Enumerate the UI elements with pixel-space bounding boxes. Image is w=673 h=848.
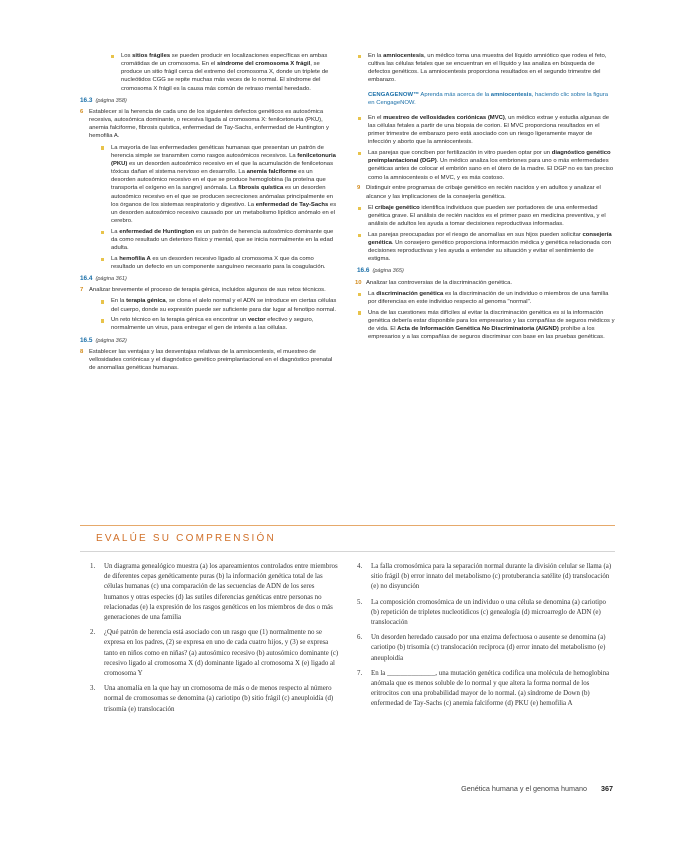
bullet-hemophilia: La hemofilia A es un desorden recesivo ligado al cromosoma X que da como resultado un defecto en un componente sanguíneo necesario para la coagulación. — [100, 255, 338, 271]
question-item: 2. ¿Qué patrón de herencia está asociado con un rasgo que (1) normalmente no se expresa en los padres, (2) se expresa en uno de cada cuatro hijos, y (3) se expresa tanto en niños como en niñas? (a) autosómico recesivo (b) autosómico dominante (c) recesivo ligado al cromosoma X (d) dominante ligado al cromosoma X (e) ligado al cromosoma Y — [90, 629, 339, 678]
question-item: 7. En la ______________, una mutación genética codifica una molécula de hemoglobina anómala que es menos soluble de lo normal y que altera la forma normal de los eritrocitos con una probabilidad mayor de lo normal. (a) síndrome de Down (b) enfermedad de Tay-Sachs (c) anemia falciforme (d) PKU (e) hemofilia A — [357, 669, 610, 708]
page-number: 367 — [601, 784, 613, 793]
summary-left-column — [80, 52, 338, 375]
bullet-huntington: La enfermedad de Huntington es un patrón de herencia autosómico dominante que da como resultado un deterioro físico y mental, que se inicia normalmente en la edad adulta. — [100, 228, 338, 252]
question-item: 3. Una anomalía en la que hay un cromosoma de más o de menos respecto al número normal de cromosomas se denomina (a) cariotipo (b) sitio frágil (c) aneuploidía (d) trisomía (e) translocación — [90, 685, 334, 713]
bullet-gina: Una de las cuestiones más difíciles al evitar la discriminación genética es si la información genética debería estar disponible para los empresarios y las compañías de seguros médicos y de vida. El Acta de Información Genética No Discriminatoria (AIGND) prohíbe a los empresarios y a las compañías de seguros discriminar con base en las pruebas genéticas. — [357, 309, 615, 342]
bullet-pgd: Las parejas que conciben por fertilización in vitro pueden optar por un diagnóstico genético preimplantacional (DGP). Un médico analiza los embriones para uno o más enfermedades genéticas antes de colocar el embrión sano en el útero de la madre. El DGP no es tan preciso como la amniocentesis o el MVC, y es más costoso. — [357, 149, 615, 182]
section-divider-thin — [80, 551, 615, 552]
objective-6: 6 Establecer si la herencia de cada uno de los siguientes defectos genéticos es autosómica recesiva, autosómica dominante, o recesiva ligada al cromosoma X: fenilcetonuria (PKU), anemia falciforme, fibrosis quística, enfermedad de Tay-Sachs, enfermedad de Huntington y hemofilia A. — [80, 108, 329, 140]
bullet-amniocentesis: En la amniocentesis, un médico toma una muestra del líquido amniótico que rodea el feto, cultiva las células fetales que se encuentran en el líquido y las analiza en búsqueda de defectos genéticos. La amniocentesis proporciona resultados en el segundo trimestre del embarazo. — [357, 52, 615, 85]
cengagenow-link[interactable]: CENGAGENOW™ Aprenda más acerca de la amniocentesis, haciendo clic sobre la figura en CengageNOW. — [368, 91, 609, 106]
section-heading-16-5: 16.5 (página 362) — [80, 336, 127, 344]
section-heading-16-4: 16.4 (página 361) — [80, 275, 127, 283]
questions-left-column — [90, 562, 340, 720]
bullet-cvs: En el muestreo de vellosidades coriónicas (MVC), un médico extrae y estudia algunas de las células fetales a partir de una biopsia de corion. El MVC proporciona resultados en el primer trimestre de embarazo pero está asociado con un riesgo ligeramente mayor de infección y aborto que la amniocentesis. — [357, 114, 615, 147]
objective-8: 8 Establecer las ventajas y las desventajas relativas de la amniocentesis, el muestreo de vellosidades coriónicas y el diagnóstico genético preimplantacional en el diagnóstico prenatal de anomalías genéticas humanas. — [80, 348, 333, 372]
running-title: Genética humana y el genoma humano — [461, 784, 587, 793]
bullet-genetic-discrimination: La discriminación genética es la discriminación de un individuo o miembros de una familia por diferencias en este individuo respecto al genoma "normal". — [357, 290, 615, 306]
evaluate-heading: EVALÚE SU COMPRENSIÓN — [96, 533, 276, 544]
bullet-gene-therapy: En la terapia génica, se clona el alelo normal y el ADN se introduce en ciertas células del cuerpo, donde su expresión puede ser suficiente para dar lugar al fenotipo normal. — [100, 297, 338, 313]
bullet-fragile-sites: Los sitios frágiles se pueden producir en localizaciones específicas en ambas cromátidas de un cromosoma. En el síndrome del cromosoma X frágil, se produce un sitio frágil cerca del extremo del cromosoma X, donde un triplete de nucleótidos CGG se repite muchas más veces de lo normal. El síndrome del cromosoma X frágil es la causa más común de retraso mental heredado. — [110, 52, 338, 93]
question-item: 1. Un diagrama genealógico muestra (a) los apareamientos controlados entre miembros de diferentes cepas genéticamente puras (b) la información genética total de las células humanas (c) una comparación de las secuencias de ADN de los seres humanos y otras especies (d) las sutiles diferencias genéticas entre personas no relacionadas (e) la expresión de los rasgos genéticos en los miembros de dos o más generaciones de una familia — [90, 563, 338, 622]
bullet-genetic-counseling: Las parejas preocupadas por el riesgo de anomalías en sus hijos pueden solicitar consejería genética. Un consejero genético proporciona información médica y genética relacionada con decisiones reproductivas y les ayuda a entender su situación y evitar el sentimiento de estigma. — [357, 231, 615, 264]
objective-9: 9 Distinguir entre programas de cribaje genético en recién nacidos y en adultos y analizar el alcance y las implicaciones de la consejería genética. — [357, 185, 601, 200]
objective-10: 10 Analizar las controversias de la discriminación genética. — [355, 279, 513, 286]
section-heading-16-6: 16.6 (página 365) — [357, 267, 404, 275]
objective-7: 7 Analizar brevemente el proceso de terapia génica, incluidos algunos de sus retos técnicos. — [80, 287, 326, 294]
section-divider — [80, 525, 615, 526]
questions-right-column — [357, 562, 612, 715]
bullet-vector: Un reto técnico en la terapia génica es encontrar un vector efectivo y seguro, normalmente un virus, para entregar el gen de interés a las células. — [100, 316, 338, 332]
summary-right-column — [357, 52, 615, 344]
question-item: 5. La composición cromosómica de un individuo o una célula se denomina (a) cariotipo (b) repetición de tripletes nucleotídicos (c) genealogía (d) microarreglo de ADN (e) translocación — [357, 598, 606, 627]
section-heading-16-3: 16.3 (página 358) — [80, 96, 127, 104]
bullet-genetic-screening: El cribaje genético identifica individuos que pueden ser portadores de una enfermedad genética grave. El análisis de recién nacidos es el primer paso en medicina preventiva, y el análisis de adultos les ayuda a tomar decisiones reproductivas informadas. — [357, 204, 615, 228]
bullet-recessive-disorders: La mayoría de las enfermedades genéticas humanas que presentan un patrón de herencia simple se transmiten como rasgos autosómicos recesivos. La fenilcetonuria (PKU) es un desorden autosómico recesivo en el que la acumulación de fenilcetonas tóxicas dañan el sistema nervioso en desarrollo. La anemia falciforme es un desorden autosómico recesivo en el que se produce hemoglobina (la proteína que transporta el oxígeno en la sangre) anómala. La fibrosis quística es un desorden autosómico recesivo en el que se producen secreciones anómalas principalmente en los órganos de los sistemas respiratorio y digestivo. La enfermedad de Tay-Sachs es un desorden autosómico recesivo causado por un metabolismo lipídico anómalo en el cerebro. — [100, 144, 338, 226]
question-item: 4. La falla cromosómica para la separación normal durante la división celular se llama (a) sitio frágil (b) error innato del metabolismo (c) protuberancia satélite (d) translocación (e) no disyunción — [357, 563, 612, 591]
page-footer — [461, 784, 613, 793]
question-item: 6. Un desorden heredado causado por una enzima defectuosa o ausente se denomina (a) cariotipo (b) trisomía (c) translocación recíproca (d) error innato del metabolismo (e) aneuploidía — [357, 634, 606, 662]
